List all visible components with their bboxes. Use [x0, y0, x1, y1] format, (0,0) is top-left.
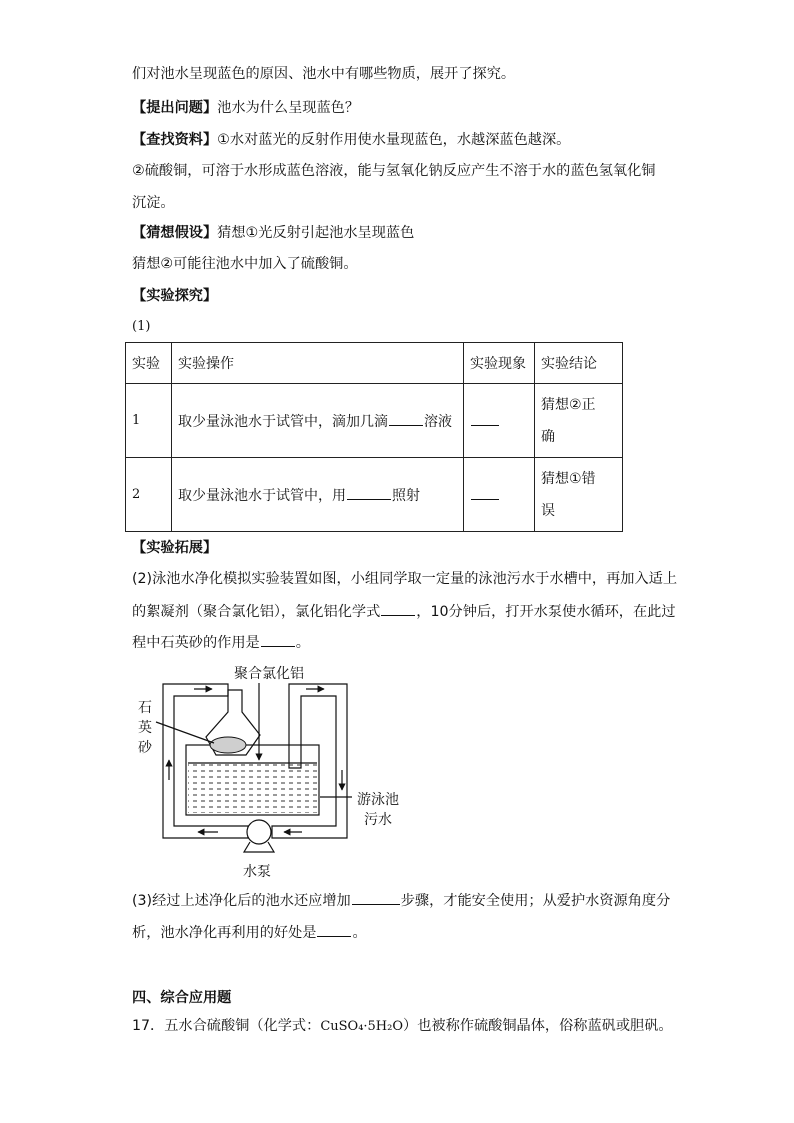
q2-line-1: (2)泳池水净化模拟实验装置如图，小组同学取一定量的泳池污水于水槽中，再加入适上 [132, 571, 678, 587]
label-sand: 英 [138, 720, 152, 736]
hypothesis-1: 猜想①光反射引起池水呈现蓝色 [217, 225, 415, 241]
conclusion-text: 猜想②正 [541, 396, 596, 413]
info-item-1: ①水对蓝光的反射作用使水量现蓝色，水越深蓝色越深。 [217, 132, 571, 148]
label-pool-water: 游泳池 [357, 792, 399, 808]
water-pump [247, 820, 271, 844]
q2-text: 的絮凝剂（聚合氯化铝），氯化铝化学式 [132, 604, 381, 620]
conclusion-text: 确 [541, 428, 555, 445]
q3-text: 步骤，才能安全使用；从爱护水资源角度分 [400, 893, 671, 909]
header-cell: 实验现象 [464, 343, 535, 384]
section-heading: 四、综合应用题 [132, 990, 232, 1006]
info-tag: 【查找资料】 [132, 132, 218, 148]
header-cell: 实验操作 [172, 343, 464, 384]
row-number: 1 [126, 384, 172, 458]
op-text: 取少量泳池水于试管中，用 [178, 487, 346, 504]
header-cell: 实验结论 [535, 343, 623, 384]
op-text: 取少量泳池水于试管中，滴加几滴 [178, 413, 388, 430]
q2-text: ，10分钟后，打开水泵使水循环，在此过 [416, 604, 676, 620]
question-text: 池水为什么呈现蓝色？ [217, 100, 360, 116]
op-text: 照射 [392, 487, 420, 504]
q3-line-1 [132, 890, 670, 911]
conclusion-text: 误 [541, 502, 555, 519]
label-pump: 水泵 [243, 864, 271, 880]
answer-blank[interactable] [317, 922, 351, 937]
question-17 [132, 1016, 673, 1037]
extend-tag: 【实验拓展】 [132, 540, 218, 556]
label-flocculant: 聚合氯化铝 [234, 666, 304, 682]
quartz-sand [210, 737, 246, 753]
q3-text: 。 [352, 925, 367, 941]
explore-tag: 【实验探究】 [132, 288, 218, 304]
info-item-2a: ②硫酸铜，可溶于水形成蓝色溶液，能与氢氧化钠反应产生不溶于水的蓝色氢氧化铜 [132, 163, 656, 179]
q3-text: 析，池水净化再利用的好处是 [132, 925, 317, 941]
header-cell: 实验 [126, 343, 172, 384]
q3-text: (3)经过上述净化后的池水还应增加 [132, 893, 351, 909]
label-sand: 石 [138, 700, 152, 716]
part1-label: (1) [132, 319, 151, 334]
q3-line-2 [132, 922, 367, 943]
conclusion-text: 猜想①错 [541, 470, 596, 487]
intro-text: 们对池水呈现蓝色的原因、池水中有哪些物质，展开了探究。 [132, 66, 516, 82]
label-pool-water: 污水 [364, 812, 392, 828]
q2-text: 。 [295, 635, 310, 651]
q17-formula: CuSO₄·5H₂O [320, 1019, 404, 1034]
q17-text: ）也被称作硫酸铜晶体，俗称蓝矾或胆矾。 [403, 1018, 673, 1034]
question-tag: 【提出问题】 [132, 100, 218, 116]
answer-blank[interactable] [352, 890, 400, 905]
op-text: 溶液 [424, 413, 452, 430]
info-item-2b: 沉淀。 [132, 195, 175, 211]
q17-text: 17．五水合硫酸铜（化学式： [132, 1018, 321, 1034]
tank-water [188, 763, 317, 813]
label-sand: 砂 [138, 740, 152, 756]
q2-text: 程中石英砂的作用是 [132, 635, 260, 651]
row-number: 2 [126, 458, 172, 532]
hypothesis-tag: 【猜想假设】 [132, 225, 218, 241]
hypothesis-2: 猜想②可能往池水中加入了硫酸铜。 [132, 256, 358, 272]
